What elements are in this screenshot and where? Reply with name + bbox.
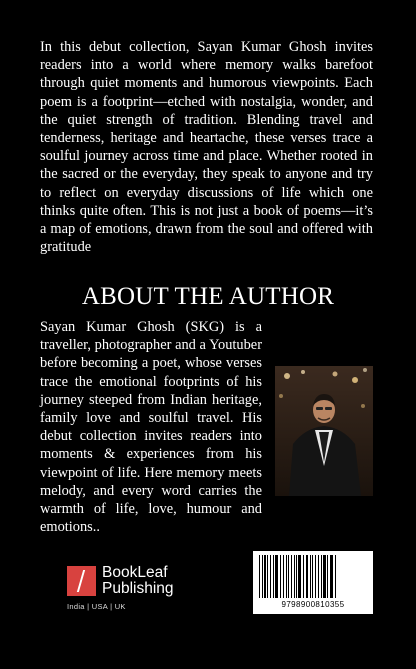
barcode-bar xyxy=(273,555,274,598)
barcode-bar xyxy=(294,555,295,598)
barcode-bar xyxy=(270,555,271,598)
barcode-bar xyxy=(303,555,304,598)
barcode-bar xyxy=(335,555,336,598)
back-cover-blurb: In this debut collection, Sayan Kumar Ghosh invites readers into a world where memory walks barefoot through quiet moments and humorous viewpoints. Each poem is a footprint—etched with nostalgia, wonder, and the quiet strength of tradition. Blending travel and tenderness, heritage and heartache, these verses trace a soulful journey across time and place. Whether rooted in the sacred or the everyday, they speak to anyone and try to reflect on everyday discussions of life which one thinks quite often. This is not just a book of poems—it’s a map of emotions, drawn from the soul and offered with gratitude xyxy=(40,39,373,256)
publisher-logo-group xyxy=(67,565,174,597)
author-photo xyxy=(275,366,373,496)
barcode-bar xyxy=(291,555,292,598)
isbn-number: 9798900810355 xyxy=(281,600,345,609)
barcode-bar xyxy=(327,555,328,598)
barcode-bars xyxy=(258,555,368,598)
barcode-bar xyxy=(330,555,333,598)
barcode-bar xyxy=(296,555,297,598)
barcode-bar xyxy=(283,555,284,598)
barcode-bar xyxy=(275,555,278,598)
barcode-bar xyxy=(321,555,322,598)
barcode-bar xyxy=(288,555,289,598)
barcode-bar xyxy=(298,555,301,598)
barcode-bar xyxy=(306,555,308,598)
barcode-bar xyxy=(323,555,326,598)
publisher-name-line2: Publishing xyxy=(102,580,174,597)
barcode-bar xyxy=(267,555,268,598)
barcode-bar xyxy=(315,555,316,598)
publisher-regions: India | USA | UK xyxy=(67,602,126,611)
barcode-bar xyxy=(318,555,319,598)
barcode-bar xyxy=(264,555,266,598)
isbn-barcode xyxy=(253,551,373,614)
barcode-bar xyxy=(262,555,263,598)
about-author-heading: ABOUT THE AUTHOR xyxy=(81,283,335,310)
barcode-bar xyxy=(286,555,287,598)
barcode-bar xyxy=(312,555,313,598)
publisher-name-line1: BookLeaf xyxy=(102,564,168,581)
bookleaf-logo-icon xyxy=(67,566,96,596)
barcode-bar xyxy=(310,555,311,598)
barcode-bar xyxy=(259,555,260,598)
publisher-name xyxy=(102,565,174,597)
author-bio: Sayan Kumar Ghosh (SKG) is a traveller, photographer and a Youtuber before becoming a poet, whose verses trace the emotional footprints of his journey steeped from Indian heritage, family love and soulful travel. His debut collection invites readers into moments & experiences from his viewpoint of life. Here memory meets melody, and every word carries the warmth of life, love, humour and emotions.. xyxy=(40,319,262,536)
barcode-bar xyxy=(280,555,281,598)
